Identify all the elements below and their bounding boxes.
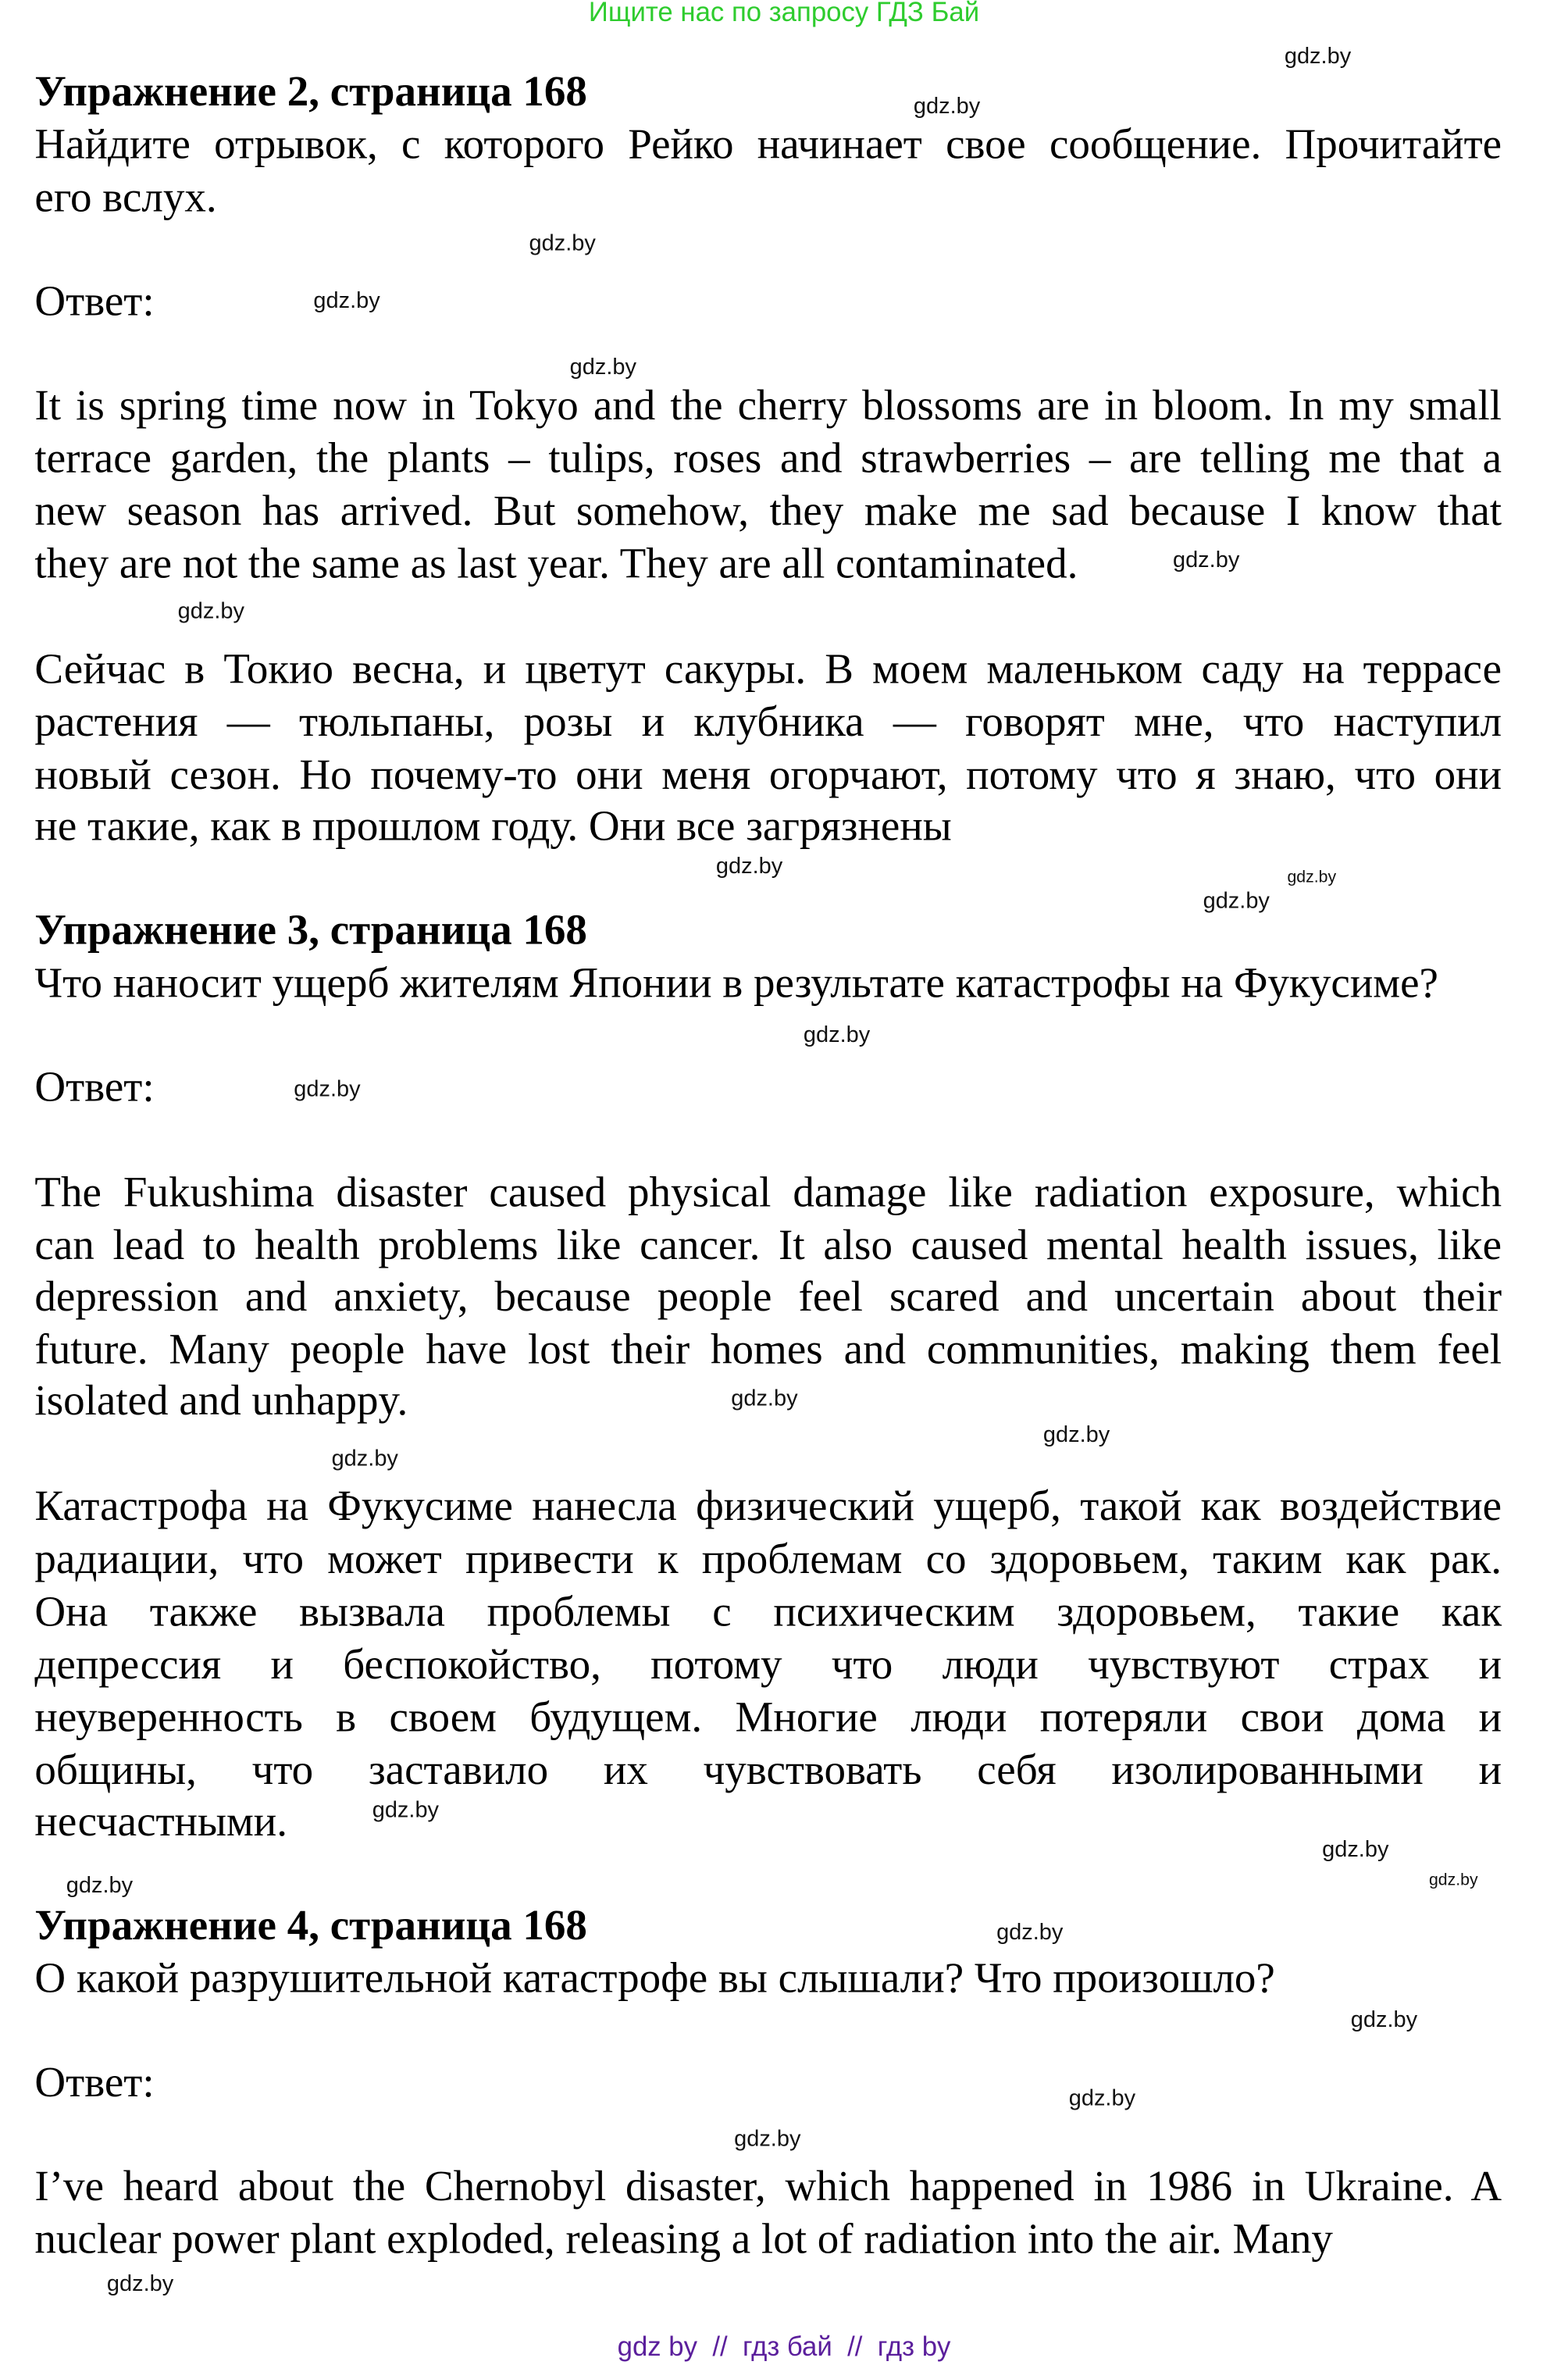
watermark-text: gdz.by [177,598,244,625]
watermark-text: gdz.by [66,1873,134,1899]
answer-ru-line: общины, что заставило их чувствовать себя изолированными и [34,1747,1502,1795]
answer-ru-line: Катастрофа на Фукусиме нанесла физический ущерб, такой как воздействие [34,1483,1502,1531]
answer-en-line: new season has arrived. But somehow, they make me sad because I know that [34,488,1502,536]
answer-en-line: terrace garden, the plants – tulips, roses and strawberries – are telling me that a [34,436,1502,483]
answer-ru-line: несчастными. [34,1799,287,1846]
footer-links: gdz by // гдз бай // гдз by [617,2331,951,2362]
watermark-text: gdz.by [913,93,981,119]
answer-en-line: depression and anxiety, because people feel scared and uncertain about their [34,1274,1502,1322]
watermark-text: gdz.by [529,230,596,257]
watermark-text: gdz.by [731,1386,798,1412]
watermark-text: gdz.by [1068,2085,1136,2112]
watermark-text: gdz.by [1203,888,1270,915]
answer-en-line: The Fukushima disaster caused physical damage like radiation exposure, which [34,1170,1502,1218]
watermark-text: gdz.by [1428,1871,1478,1890]
answer-en-line: isolated and unhappy. [34,1378,408,1425]
watermark-text: gdz.by [106,2270,174,2297]
answer-label-line: Ответ: [34,2060,155,2107]
answer-en-line: they are not the same as last year. They are all contaminated. [34,541,1078,589]
search-banner: Ищите нас по запросу ГДЗ Бай [588,0,980,27]
watermark-text: gdz.by [1287,869,1337,887]
watermark-text: gdz.by [372,1797,440,1824]
answer-ru-line: не такие, как в прошлом году. Они все загрязнены [34,804,952,851]
watermark-text: gdz.by [313,287,380,314]
answer-ru-line: новый сезон. Но почему-то они меня огорчают, потому что я знаю, что они [34,752,1502,800]
watermark-text: gdz.by [1172,547,1240,573]
watermark-text: gdz.by [1322,1836,1389,1863]
answer-ru-line: неуверенность в своем будущем. Многие люди потеряли свои дома и [34,1695,1502,1743]
watermark-text: gdz.by [715,853,783,879]
watermark-text: gdz.by [996,1919,1064,1946]
watermark-text: gdz.by [294,1076,361,1103]
watermark-text: gdz.by [569,354,636,380]
answer-label-line: Ответ: [34,279,155,326]
answer-en-line: future. Many people have lost their homes and communities, making them feel [34,1327,1502,1374]
answer-ru-line: Она также вызвала проблемы с психическим здоровьем, такие как [34,1589,1502,1636]
answer-label-line: Ответ: [34,1065,155,1111]
answer-en-line: can lead to health problems like cancer. It also caused mental health issues, like [34,1222,1502,1270]
answer-ru-line: радиации, что может привести к проблемам со здоровьем, таким как рак. [34,1536,1502,1584]
heading-line: Упражнение 3, страница 168 [34,908,587,955]
question-line: Найдите отрывок, с которого Рейко начинает свое сообщение. Прочитайте [34,122,1502,169]
heading-line: Упражнение 2, страница 168 [34,69,587,116]
question-line: Что наносит ущерб жителям Японии в результате катастрофы на Фукусиме? [34,960,1438,1008]
answer-ru-line: Сейчас в Токио весна, и цветут сакуры. В моем маленьком саду на террасе [34,647,1502,694]
watermark-text: gdz.by [803,1022,871,1048]
watermark-text: gdz.by [1042,1421,1110,1448]
watermark-text: gdz.by [331,1446,398,1472]
heading-line: Упражнение 4, страница 168 [34,1903,587,1950]
question-line: его вслух. [34,174,217,222]
answer-en-line: nuclear power plant exploded, releasing a lot of radiation into the air. Many [34,2217,1333,2264]
answer-en-line: I’ve heard about the Chernobyl disaster, which happened in 1986 in Ukraine. A [34,2163,1502,2211]
watermark-text: gdz.by [734,2126,801,2153]
watermark-text: gdz.by [1350,2007,1418,2033]
answer-ru-line: депрессия и беспокойство, потому что люди чувствуют страх и [34,1642,1502,1689]
watermark-text: gdz.by [1284,43,1352,70]
answer-en-line: It is spring time now in Tokyo and the cherry blossoms are in bloom. In my small [34,383,1502,430]
question-line: О какой разрушительной катастрофе вы слышали? Что произошло? [34,1956,1275,2003]
answer-ru-line: растения — тюльпаны, розы и клубника — говорят мне, что наступил [34,699,1502,747]
